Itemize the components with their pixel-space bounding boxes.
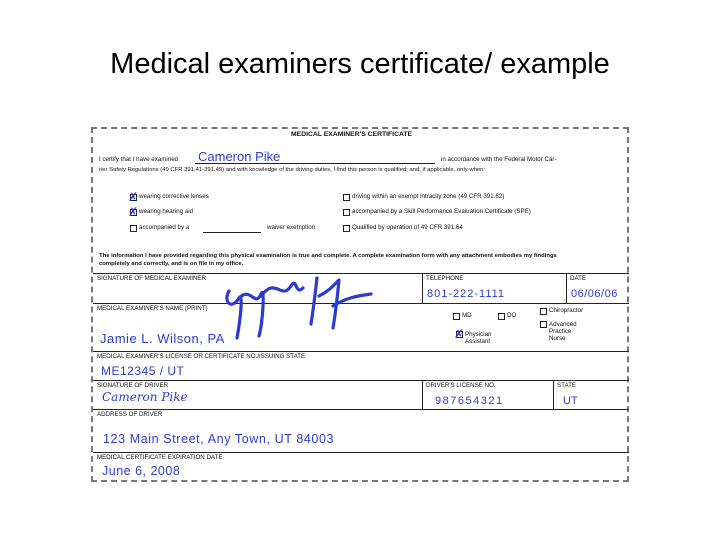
col-divider-date <box>566 273 567 303</box>
telephone-label: TELEPHONE <box>426 275 464 282</box>
statement-line2: completely and correctly, and is on file in my office. <box>99 261 244 267</box>
corrective-lenses-check-mark: ✗ <box>128 190 139 204</box>
address-label: ADDRESS OF DRIVER <box>97 411 163 418</box>
hearing-aid-check-mark: ✗ <box>128 205 139 219</box>
row-divider-4 <box>93 380 629 381</box>
certify-line2: rier Safety Regulations (49 CFR 391.41-391.49) and with knowledge of the driving duties, I find this person is qualified; and, if applicable, only when: <box>99 167 486 173</box>
expiration-label: MEDICAL CERTIFICATE EXPIRATION DATE <box>97 454 223 461</box>
license-value: ME12345 / UT <box>101 364 185 378</box>
signature-examiner-label: SIGNATURE OF MEDICAL EXAMINER <box>97 275 206 282</box>
examinee-name-value: Cameron Pike <box>198 149 281 164</box>
advanced-practice-nurse-label: Advanced Practice Nurse <box>549 321 577 342</box>
certify-prefix: I certify that I have examined <box>99 156 179 163</box>
drivers-license-label: DRIVER'S LICENSE NO. <box>426 382 496 389</box>
date-value: 06/06/06 <box>571 288 618 300</box>
statement-line1: The information I have provided regarding this physical examination is true and complete. A complete examination form with any attachment embodies my findings <box>99 253 557 259</box>
drivers-license-value: 987654321 <box>435 395 504 407</box>
row-divider-5 <box>93 409 629 410</box>
signature-driver-label: SIGNATURE OF DRIVER <box>97 382 169 389</box>
hearing-aid-label: wearing hearing aid <box>139 208 194 215</box>
col-divider-state <box>553 380 554 409</box>
intracity-checkbox[interactable] <box>343 194 350 201</box>
qualified-391-64-checkbox[interactable] <box>343 225 350 232</box>
accompanied-label: accompanied by a <box>139 224 190 231</box>
do-checkbox[interactable] <box>498 313 505 320</box>
state-value: UT <box>563 395 578 407</box>
examiner-name-label: MEDICAL EXAMINER'S NAME (PRINT) <box>97 305 208 312</box>
examiner-signature-image <box>221 266 381 346</box>
physician-assistant-check-mark: ✗ <box>454 327 465 341</box>
row-divider-3 <box>93 351 629 352</box>
spe-checkbox[interactable] <box>343 209 350 216</box>
examiner-name-value: Jamie L. Wilson, PA <box>100 331 225 346</box>
accompanied-checkbox[interactable] <box>130 225 137 232</box>
col-divider-telephone <box>422 273 423 303</box>
accompanied-underline <box>203 232 261 233</box>
corrective-lenses-label: wearing corrective lenses <box>139 193 209 200</box>
certify-suffix: in accordance with the Federal Motor Car- <box>441 156 557 163</box>
spe-label: accompanied by a Skill Performance Evaluation Certificate (SPE) <box>352 208 531 215</box>
md-checkbox[interactable] <box>453 313 460 320</box>
driver-signature-value: Cameron Pike <box>102 390 188 404</box>
chiropractor-checkbox[interactable] <box>540 308 547 315</box>
col-divider-license-no <box>422 380 423 409</box>
certificate-heading: MEDICAL EXAMINER'S CERTIFICATE <box>291 131 413 138</box>
state-label: STATE <box>557 382 577 389</box>
physician-assistant-label: Physician Assistant <box>465 331 492 345</box>
md-label: MD <box>462 312 472 319</box>
address-value: 123 Main Street, Any Town, UT 84003 <box>103 432 335 446</box>
do-label: DO <box>507 312 517 319</box>
license-label: MEDICAL EXAMINER'S LICENSE OR CERTIFICATE NO./ISSUING STATE <box>97 353 306 360</box>
waiver-exemption-label: waiver exemption <box>267 224 316 231</box>
chiropractor-label: Chiropractor <box>549 307 584 314</box>
qualified-391-64-label: Qualified by operation of 49 CFR 391.64 <box>352 224 463 231</box>
row-divider-6 <box>93 452 629 453</box>
expiration-value: June 6, 2008 <box>102 464 181 478</box>
examinee-underline <box>195 163 435 164</box>
medical-examiner-certificate <box>91 127 629 482</box>
date-label: DATE <box>570 275 587 282</box>
telephone-value: 801-222-1111 <box>427 288 506 300</box>
slide-title: Medical examiners certificate/ example <box>110 48 610 80</box>
advanced-practice-nurse-checkbox[interactable] <box>540 321 547 328</box>
intracity-label: driving within an exempt intracity zone (49 CFR 391.62) <box>352 193 505 200</box>
